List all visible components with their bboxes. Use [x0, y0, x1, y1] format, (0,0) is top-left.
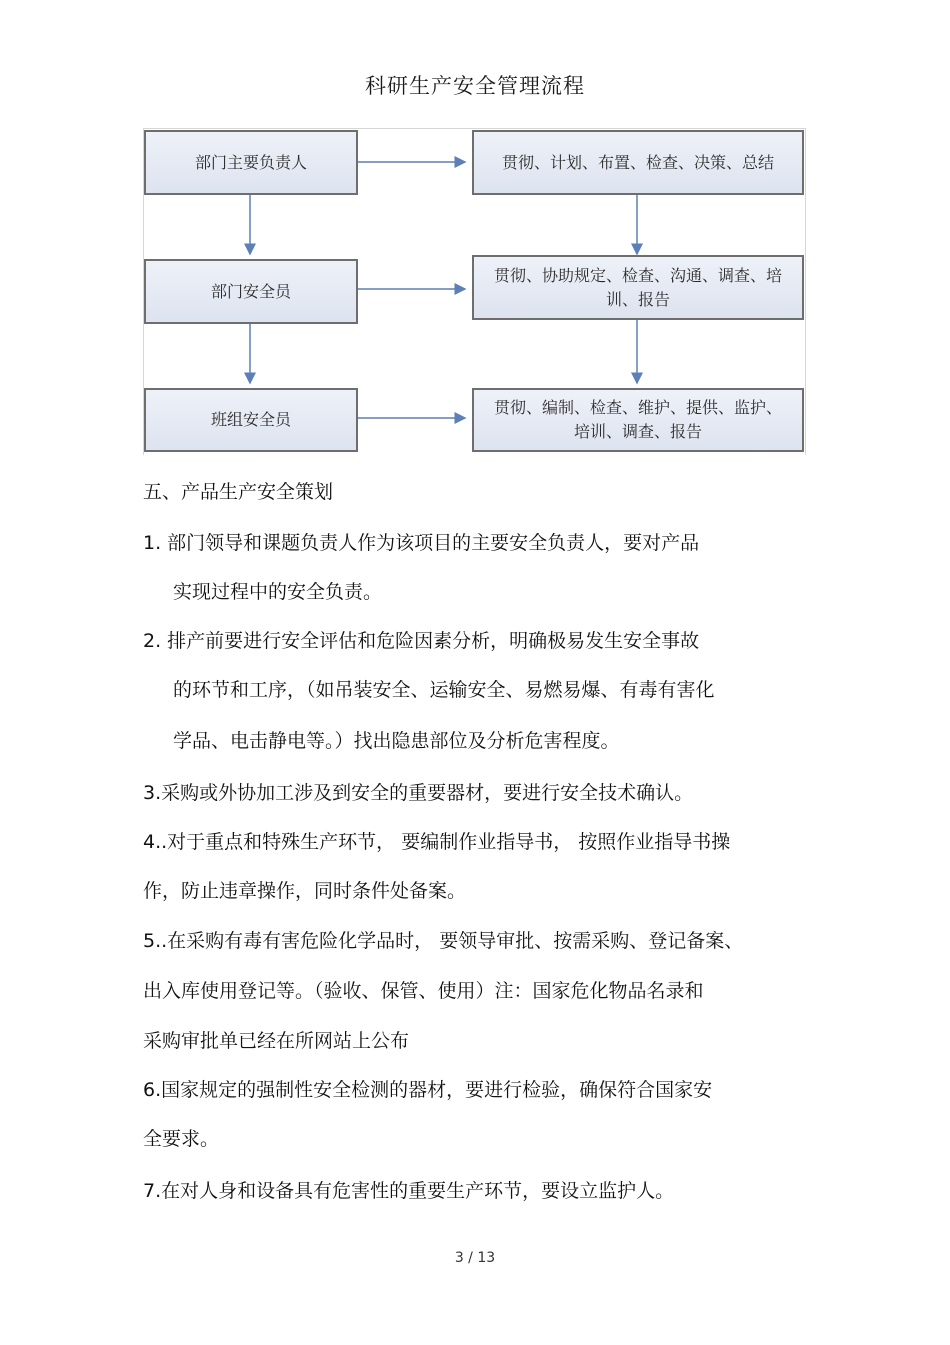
paragraph-line: 7.在对人身和设备具有危害性的重要生产环节，要设立监护人。: [143, 1180, 675, 1202]
box-team-safety-officer: 班组安全员: [144, 388, 358, 452]
paragraph-line: 作，防止违章操作，同时条件处备案。: [143, 880, 467, 902]
paragraph-line: 4..对于重点和特殊生产环节， 要编制作业指导书， 按照作业指导书操: [143, 831, 731, 853]
box-safety-officer-duties: 贯彻、协助规定、检查、沟通、调查、培训、报告: [472, 255, 804, 320]
paragraph-line: 5..在采购有毒有害危险化学品时， 要领导审批、按需采购、登记备案、: [143, 930, 744, 952]
paragraph-line: 6.国家规定的强制性安全检测的器材，要进行检验，确保符合国家安: [143, 1079, 713, 1101]
paragraph-line: 实现过程中的安全负责。: [173, 581, 383, 603]
paragraph-line: 2. 排产前要进行安全评估和危险因素分析，明确极易发生安全事故: [143, 630, 700, 652]
box-team-officer-duties: 贯彻、编制、检查、维护、提供、监护、培训、调查、报告: [472, 388, 804, 452]
box-head-duties: 贯彻、计划、布置、检查、决策、总结: [472, 130, 804, 195]
document-title: 科研生产安全管理流程: [365, 74, 585, 98]
box-department-safety-officer: 部门安全员: [144, 259, 358, 324]
box-department-head: 部门主要负责人: [144, 130, 358, 195]
paragraph-line: 出入库使用登记等。（验收、保管、使用）注：国家危化物品名录和: [143, 980, 704, 1002]
paragraph-line: 1. 部门领导和课题负责人作为该项目的主要安全负责人，要对产品: [143, 532, 700, 554]
paragraph-line: 采购审批单已经在所网站上公布: [143, 1030, 410, 1052]
paragraph-line: 全要求。: [143, 1128, 220, 1150]
paragraph-line: 学品、电击静电等。）找出隐患部位及分析危害程度。: [173, 730, 620, 752]
page-number: 3 / 13: [454, 1250, 496, 1266]
section-heading: 五、产品生产安全策划: [143, 481, 334, 503]
safety-management-flowchart: [143, 128, 806, 455]
paragraph-line: 的环节和工序，（如吊装安全、运输安全、易燃易爆、有毒有害化: [173, 679, 715, 701]
paragraph-line: 3.采购或外协加工涉及到安全的重要器材，要进行安全技术确认。: [143, 782, 694, 804]
